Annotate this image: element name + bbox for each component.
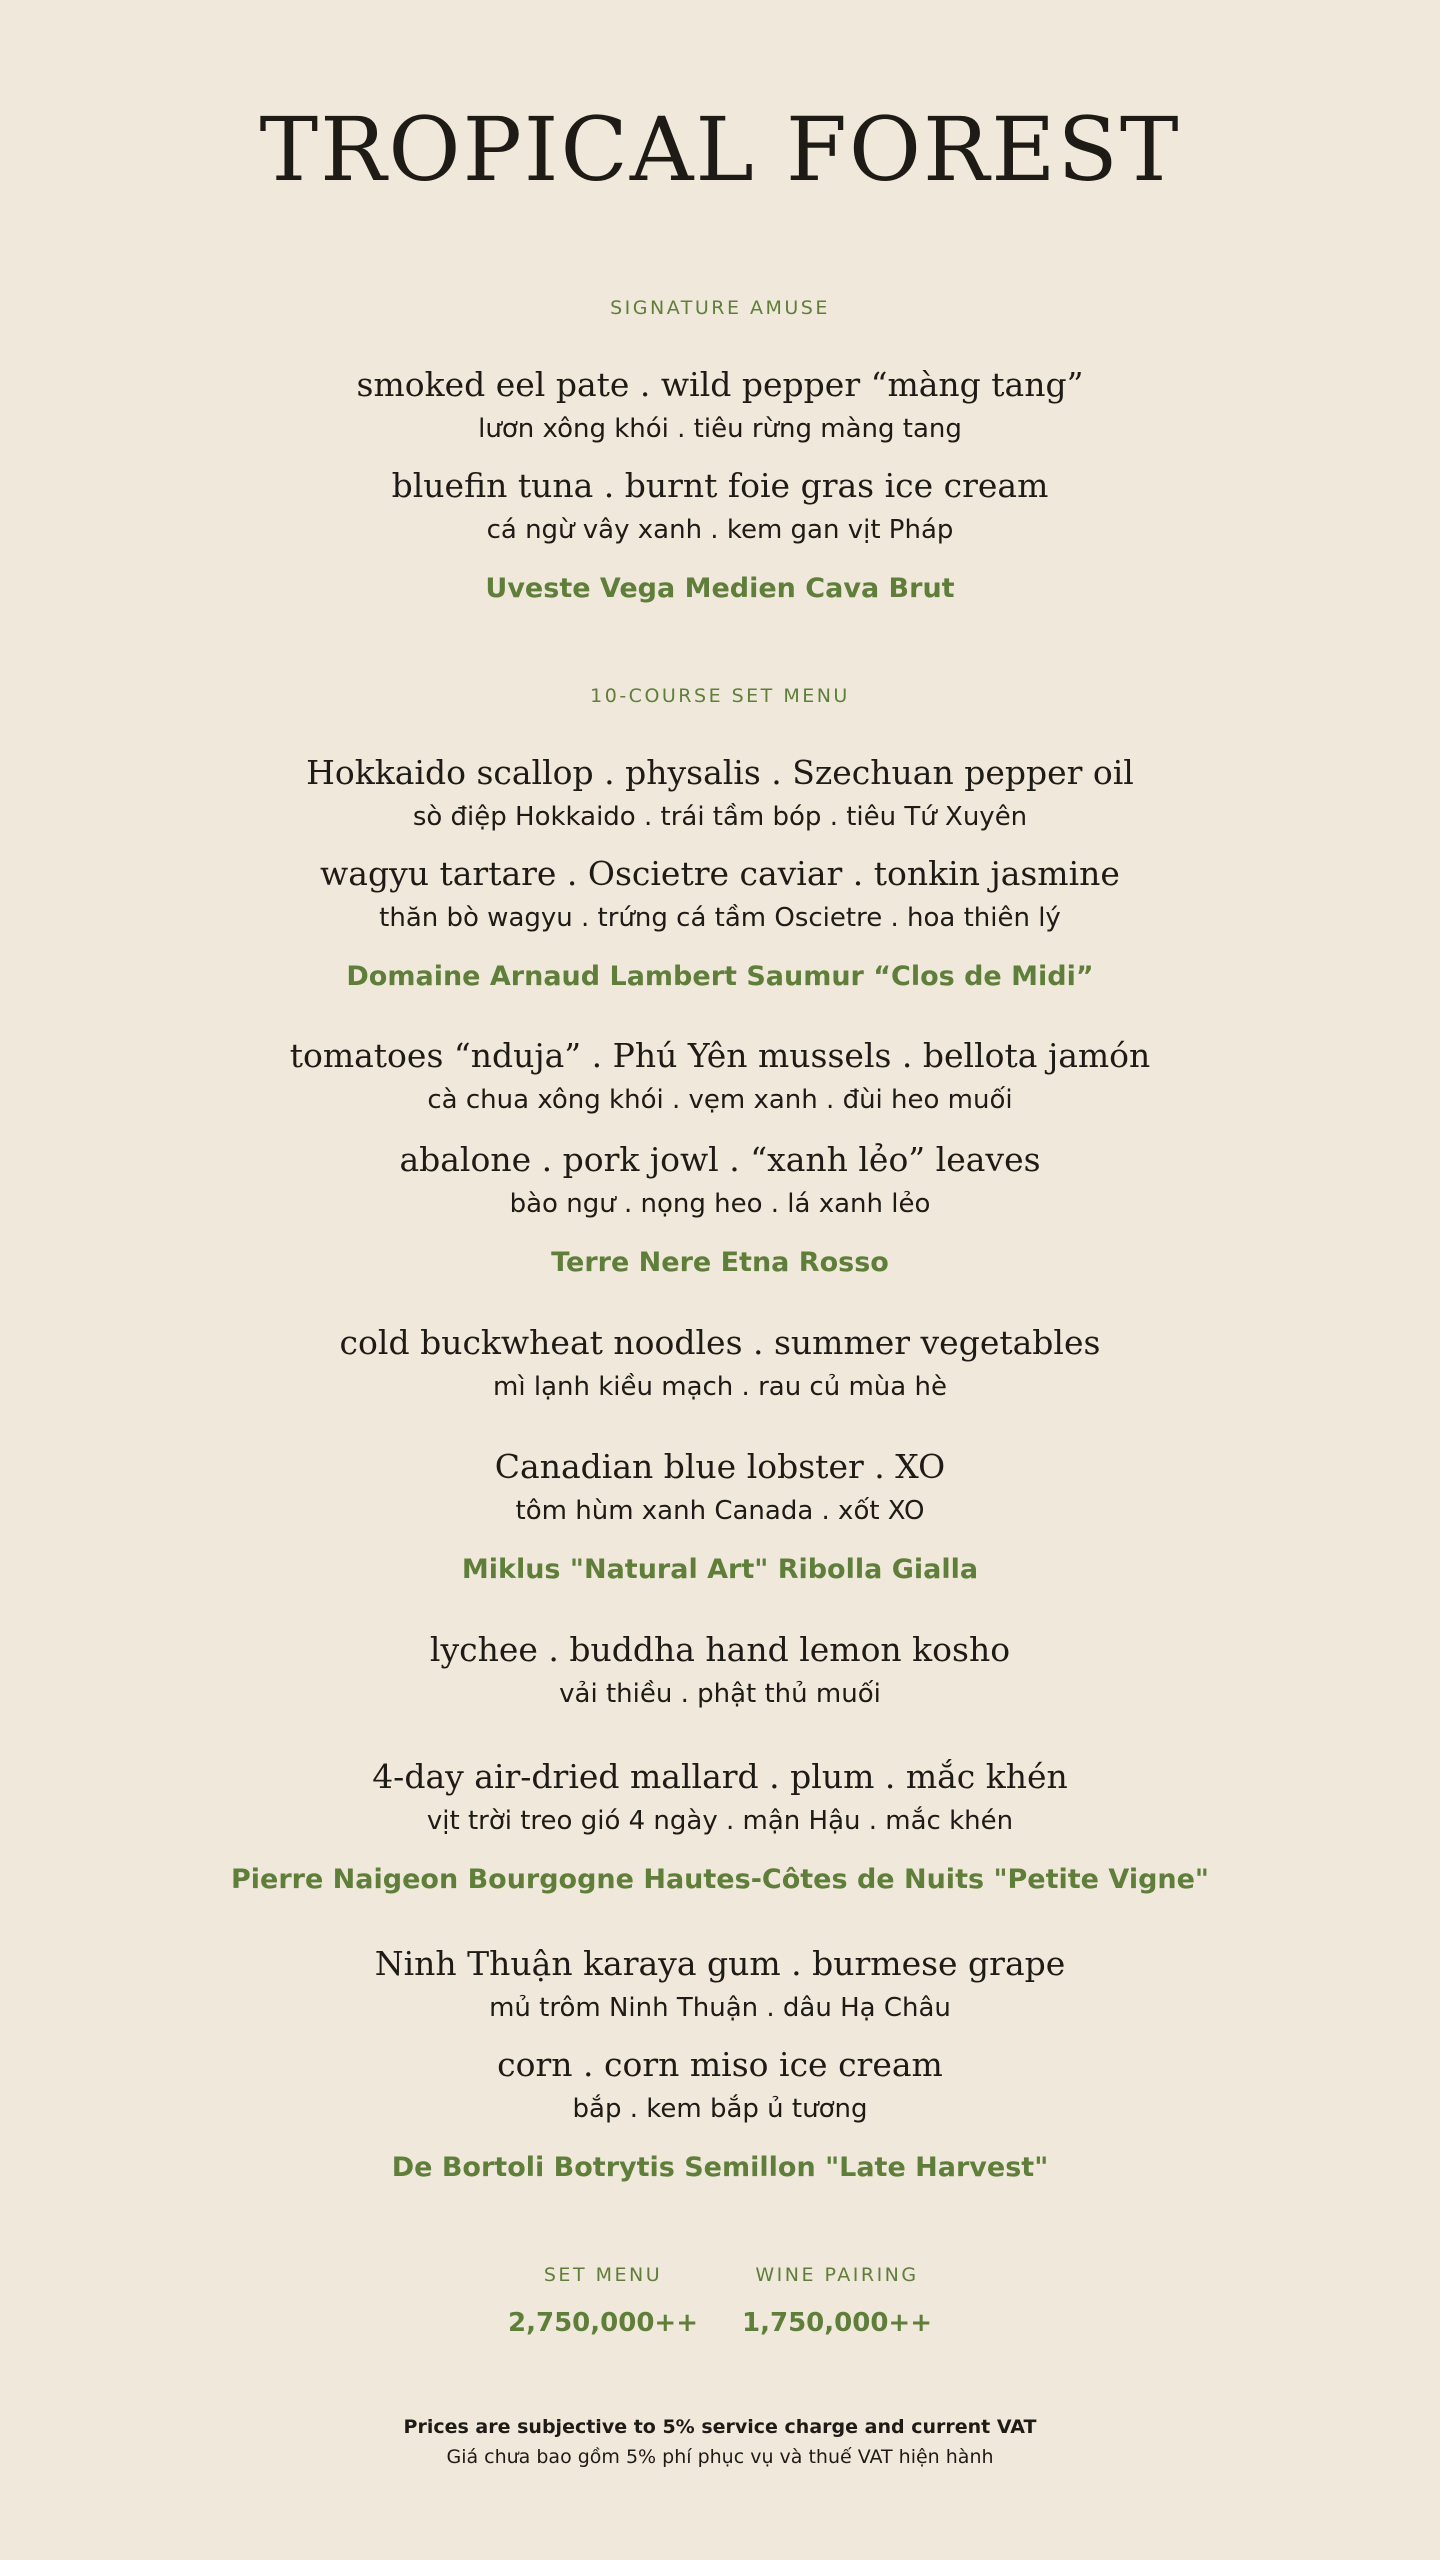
wine-pairing-1: Domaine Arnaud Lambert Saumur “Clos de Midi”: [346, 961, 1094, 992]
course-6-vietnamese: tôm hùm xanh Canada . xốt XO: [515, 1496, 925, 1526]
section-heading-signature-amuse: SIGNATURE AMUSE: [610, 297, 830, 319]
amuse-wine-pairing: Uveste Vega Medien Cava Brut: [485, 573, 955, 604]
course-8: 4-day air-dried mallard . plum . mắc khén: [372, 1757, 1068, 1796]
footer-note-english: Prices are subjective to 5% service charge and current VAT: [403, 2416, 1037, 2438]
set-menu-label: SET MENU: [543, 2264, 663, 2286]
course-9-vietnamese: mủ trôm Ninh Thuận . dâu Hạ Châu: [489, 1993, 951, 2023]
amuse-dish-2: bluefin tuna . burnt foie gras ice cream: [391, 466, 1049, 505]
course-2-vietnamese: thăn bò wagyu . trứng cá tầm Oscietre . hoa thiên lý: [379, 903, 1061, 933]
amuse-dish-1-vietnamese: lươn xông khói . tiêu rừng màng tang: [478, 414, 962, 444]
course-9: Ninh Thuận karaya gum . burmese grape: [374, 1944, 1066, 1983]
amuse-dish-2-vietnamese: cá ngừ vây xanh . kem gan vịt Pháp: [486, 515, 954, 545]
course-7: lychee . buddha hand lemon kosho: [429, 1630, 1011, 1669]
course-1-vietnamese: sò điệp Hokkaido . trái tầm bóp . tiêu Tứ Xuyên: [412, 802, 1028, 832]
wine-pairing-price-block: [687, 2264, 987, 2338]
course-10-vietnamese: bắp . kem bắp ủ tương: [572, 2094, 868, 2124]
course-3-vietnamese: cà chua xông khói . vẹm xanh . đùi heo muối: [427, 1085, 1013, 1115]
course-6: Canadian blue lobster . XO: [494, 1447, 946, 1486]
course-5-vietnamese: mì lạnh kiều mạch . rau củ mùa hè: [493, 1372, 947, 1402]
wine-pairing-4: Pierre Naigeon Bourgogne Hautes-Côtes de Nuits "Petite Vigne": [230, 1864, 1209, 1895]
course-2: wagyu tartare . Oscietre caviar . tonkin jasmine: [320, 854, 1120, 893]
course-10: corn . corn miso ice cream: [497, 2045, 943, 2084]
menu-title: TROPICAL FOREST: [259, 98, 1181, 201]
course-8-vietnamese: vịt trời treo gió 4 ngày . mận Hậu . mắc khén: [426, 1806, 1014, 1836]
course-4-vietnamese: bào ngư . nọng heo . lá xanh lẻo: [509, 1189, 931, 1219]
wine-pairing-2: Terre Nere Etna Rosso: [551, 1247, 889, 1278]
wine-pairing-label: WINE PAIRING: [755, 2264, 919, 2286]
course-4: abalone . pork jowl . “xanh lẻo” leaves: [399, 1140, 1041, 1179]
wine-pairing-5: De Bortoli Botrytis Semillon "Late Harvest": [391, 2152, 1049, 2183]
course-5: cold buckwheat noodles . summer vegetables: [339, 1323, 1101, 1362]
set-menu-price: 2,750,000++: [508, 2308, 698, 2338]
wine-pairing-3: Miklus "Natural Art" Ribolla Gialla: [461, 1554, 979, 1585]
footer-note-vietnamese: Giá chưa bao gồm 5% phí phục vụ và thuế VAT hiện hành: [446, 2446, 994, 2468]
course-1: Hokkaido scallop . physalis . Szechuan pepper oil: [306, 753, 1134, 792]
course-3: tomatoes “nduja” . Phú Yên mussels . bellota jamón: [289, 1036, 1151, 1075]
course-7-vietnamese: vải thiều . phật thủ muối: [559, 1679, 881, 1709]
wine-pairing-price: 1,750,000++: [742, 2308, 932, 2338]
section-heading-set-menu: 10-COURSE SET MENU: [590, 685, 850, 707]
amuse-dish-1: smoked eel pate . wild pepper “màng tang”: [356, 365, 1084, 404]
